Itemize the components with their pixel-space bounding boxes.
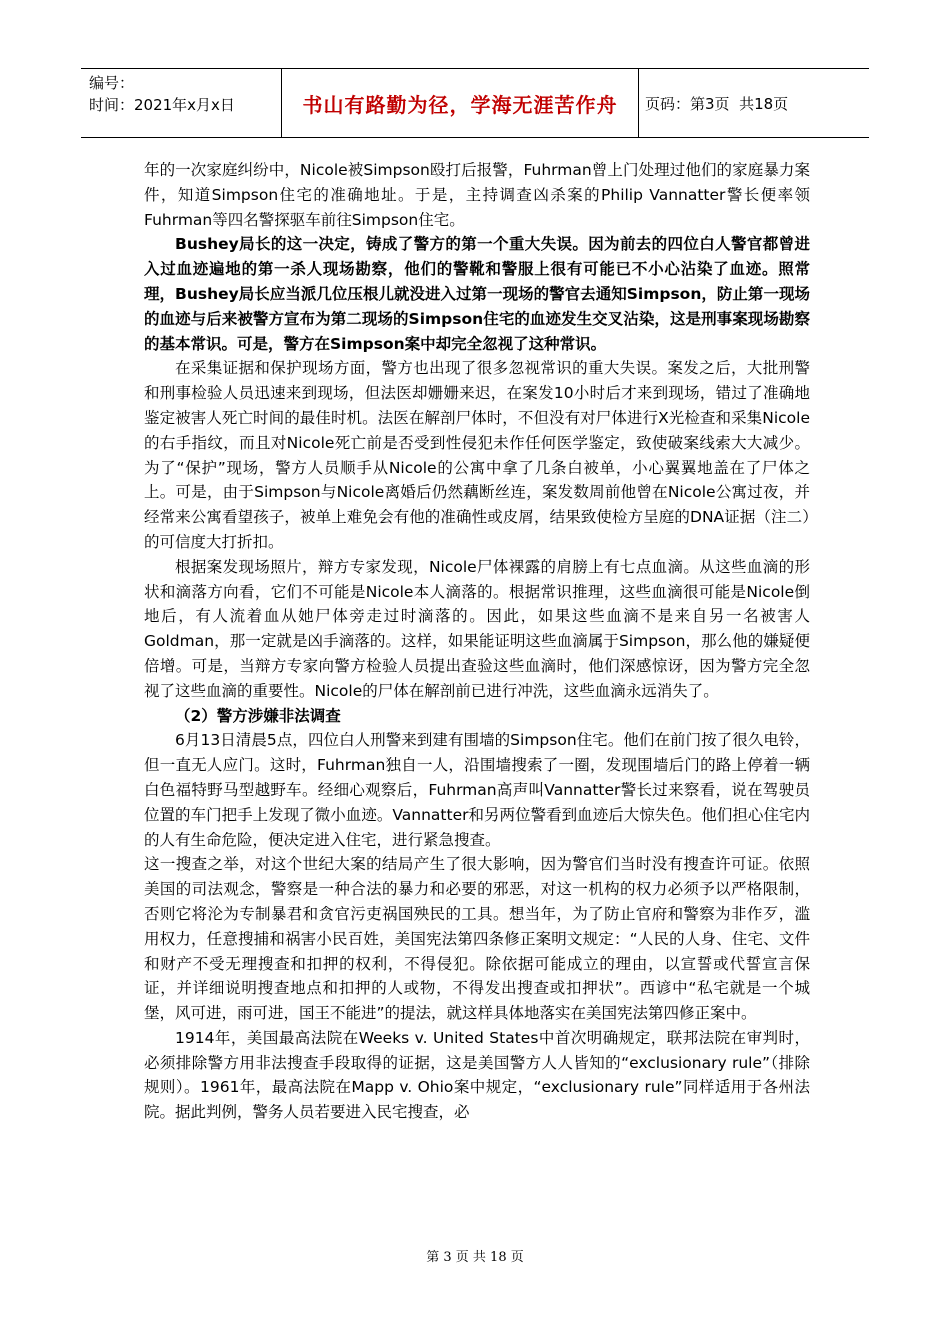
page-header xyxy=(81,68,869,138)
footer-page-number: 第 3 页 共 18 页 xyxy=(426,1250,524,1265)
body-paragraph: 1914年，美国最高法院在Weeks v. United States中首次明确规定，联邦法院在审判时，必须排除警方用非法搜查手段取得的证据，这是美国警方人人皆知的“exclusionary rule”（排除规则）。1961年，最高法院在Mapp v. Ohio案中规定，“exclusionary rule”同样适用于各州法院。据此判例，警务人员若要进入民宅搜查，必 xyxy=(144,1028,810,1122)
page-footer xyxy=(0,1246,950,1265)
header-motto: 书山有路勤为径，学海无涯苦作舟 xyxy=(302,92,618,117)
body-paragraph: 6月13日清晨5点，四位白人刑警来到建有围墙的Simpson住宅。他们在前门按了很久电铃，但一直无人应门。这时，Fuhrman独自一人，沿围墙搜索了一圈，发现围墙后门的路上停着一辆白色福特野马型越野车。经细心观察后，Fuhrman高声叫Vannatter警长过来察看，说在驾驶员位置的车门把手上发现了微小血迹。Vannatter和另两位警看到血迹后大惊失色。他们担心住宅内的人有生命危险，便决定进入住宅，进行紧急搜查。 xyxy=(144,731,810,849)
body-paragraph: 年的一次家庭纠纷中，Nicole被Simpson殴打后报警，Fuhrman曾上门处理过他们的家庭暴力案件，知道Simpson住宅的准确地址。于是，主持调查凶杀案的Philip Vannatter警长便率领Fuhrman等四名警探驱车前往Simpson住宅。 xyxy=(144,161,810,229)
document-body xyxy=(144,158,810,1125)
header-left-cell xyxy=(81,69,281,137)
body-paragraph-bold: Bushey局长的这一决定，铸成了警方的第一个重大失误。因为前去的四位白人警官都曾进入过血迹遍地的第一杀人现场勘察，他们的警靴和警服上很有可能已不小心沾染了血迹。照常理，Bushey局长应当派几位压根儿就没进入过第一现场的警官去通知Simpson，防止第一现场的血迹与后来被警方宣布为第二现场的Simpson住宅的血迹发生交叉沾染，这是刑事案现场勘察的基本常识。可是，警方在Simpson案中却完全忽视了这种常识。 xyxy=(144,235,810,353)
header-motto-cell xyxy=(281,69,639,137)
header-page-number: 页码：第3页 共18页 xyxy=(645,94,789,113)
body-paragraph: 根据案发现场照片，辩方专家发现，Nicole尸体裸露的肩膀上有七点血滴。从这些血滴的形状和滴落方向看，它们不可能是Nicole本人滴落的。根据常识推理，这些血滴很可能是Nicole倒地后，有人流着血从她尸体旁走过时滴落的。因此，如果这些血滴不是来自另一名被害人Goldman，那一定就是凶手滴落的。这样，如果能证明这些血滴属于Simpson，那么他的嫌疑便倍增。可是，当辩方专家向警方检验人员提出查验这些血滴时，他们深感惊讶，因为警方完全忽视了这些血滴的重要性。Nicole的尸体在解剖前已进行冲洗，这些血滴永远消失了。 xyxy=(144,557,810,700)
document-date: 时间：2021年x月x日 xyxy=(89,96,235,114)
body-paragraph: 在采集证据和保护现场方面，警方也出现了很多忽视常识的重大失误。案发之后，大批刑警和刑事检验人员迅速来到现场，但法医却姗姗来迟，在案发10小时后才来到现场，错过了准确地鉴定被害人死亡时间的最佳时机。法医在解剖尸体时，不但没有对尸体进行X光检查和采集Nicole的右手指纹，而且对Nicole死亡前是否受到性侵犯未作任何医学鉴定，致使破案线索大大减少。为了“保护”现场，警方人员顺手从Nicole的公寓中拿了几条白被单，小心翼翼地盖在了尸体之上。可是，由于Simpson与Nicole离婚后仍然藕断丝连，案发数周前他曾在Nicole公寓过夜，并经常来公寓看望孩子，被单上难免会有他的准确性或皮屑，结果致使检方呈庭的DNA证据（注二）的可信度大打折扣。 xyxy=(144,359,810,551)
header-page-cell xyxy=(639,69,869,137)
document-number-label: 编号： xyxy=(89,74,135,92)
body-paragraph: 这一搜查之举，对这个世纪大案的结局产生了很大影响，因为警官们当时没有搜查许可证。依照美国的司法观念，警察是一种合法的暴力和必要的邪恶，对这一机构的权力必须予以严格限制，否则它将沦为专制暴君和贪官污吏祸国殃民的工具。想当年，为了防止官府和警察为非作歹，滥用权力，任意搜捕和祸害小民百姓，美国宪法第四条修正案明文规定：“人民的人身、住宅、文件和财产不受无理搜查和扣押的权利，不得侵犯。除依据可能成立的理由，以宣誓或代誓宣言保证，并详细说明搜查地点和扣押的人或物，不得发出搜查或扣押状”。西谚中“私宅就是一个城堡，风可进，雨可进，国王不能进”的提法，就这样具体地落实在美国宪法第四修正案中。 xyxy=(144,855,810,1023)
section-heading: （2）警方涉嫌非法调查 xyxy=(175,706,341,725)
